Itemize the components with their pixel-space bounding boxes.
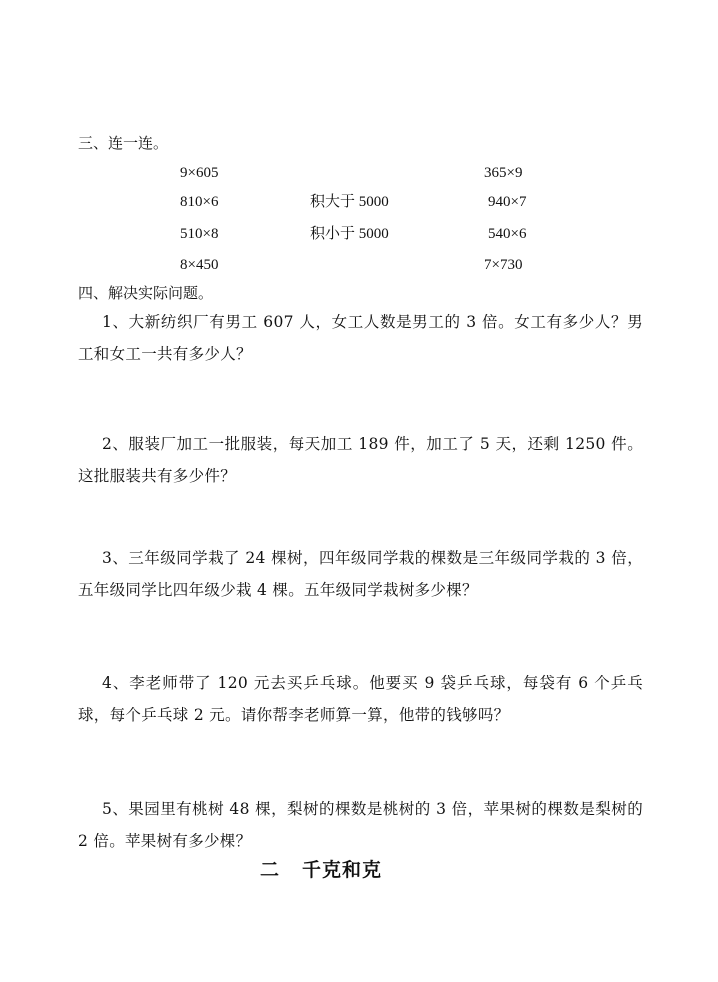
chapter-heading bbox=[260, 856, 382, 884]
word-problem-2: 2、服装厂加工一批服装，每天加工 189 件，加工了 5 天，还剩 1250 件。这批服装共有多少件？ bbox=[78, 435, 643, 485]
product-greater-label: 积大于 5000 bbox=[310, 194, 389, 210]
word-problem-4: 4、李老师带了 120 元去买乒乓球。他要买 9 袋乒乓球，每袋有 6 个乒乓球，每个乒乓球 2 元。请你帮李老师算一算，他带的钱够吗？ bbox=[78, 674, 643, 724]
left-expression: 8×450 bbox=[180, 257, 219, 273]
right-expression: 7×730 bbox=[484, 257, 523, 273]
section-4-heading: 四、解决实际问题。 bbox=[78, 284, 214, 302]
chapter-title: 千克和克 bbox=[302, 859, 383, 881]
section-3-heading: 三、连一连。 bbox=[78, 134, 169, 152]
left-expression: 810×6 bbox=[180, 194, 219, 210]
right-expression: 365×9 bbox=[484, 165, 523, 181]
right-expression: 940×7 bbox=[488, 194, 527, 210]
left-expression: 9×605 bbox=[180, 165, 219, 181]
chapter-number: 二 bbox=[260, 859, 281, 881]
word-problem-5: 5、果园里有桃树 48 棵，梨树的棵数是桃树的 3 倍，苹果树的棵数是梨树的 2 倍。苹果树有多少棵？ bbox=[78, 800, 643, 850]
product-less-label: 积小于 5000 bbox=[310, 226, 389, 242]
word-problem-3: 3、三年级同学栽了 24 棵树，四年级同学栽的棵数是三年级同学栽的 3 倍，五年级同学比四年级少栽 4 棵。五年级同学栽树多少棵？ bbox=[78, 549, 643, 599]
right-expression: 540×6 bbox=[488, 226, 527, 242]
left-expression: 510×8 bbox=[180, 226, 219, 242]
word-problem-1: 1、大新纺织厂有男工 607 人，女工人数是男工的 3 倍。女工有多少人？男工和女工一共有多少人？ bbox=[78, 313, 643, 363]
